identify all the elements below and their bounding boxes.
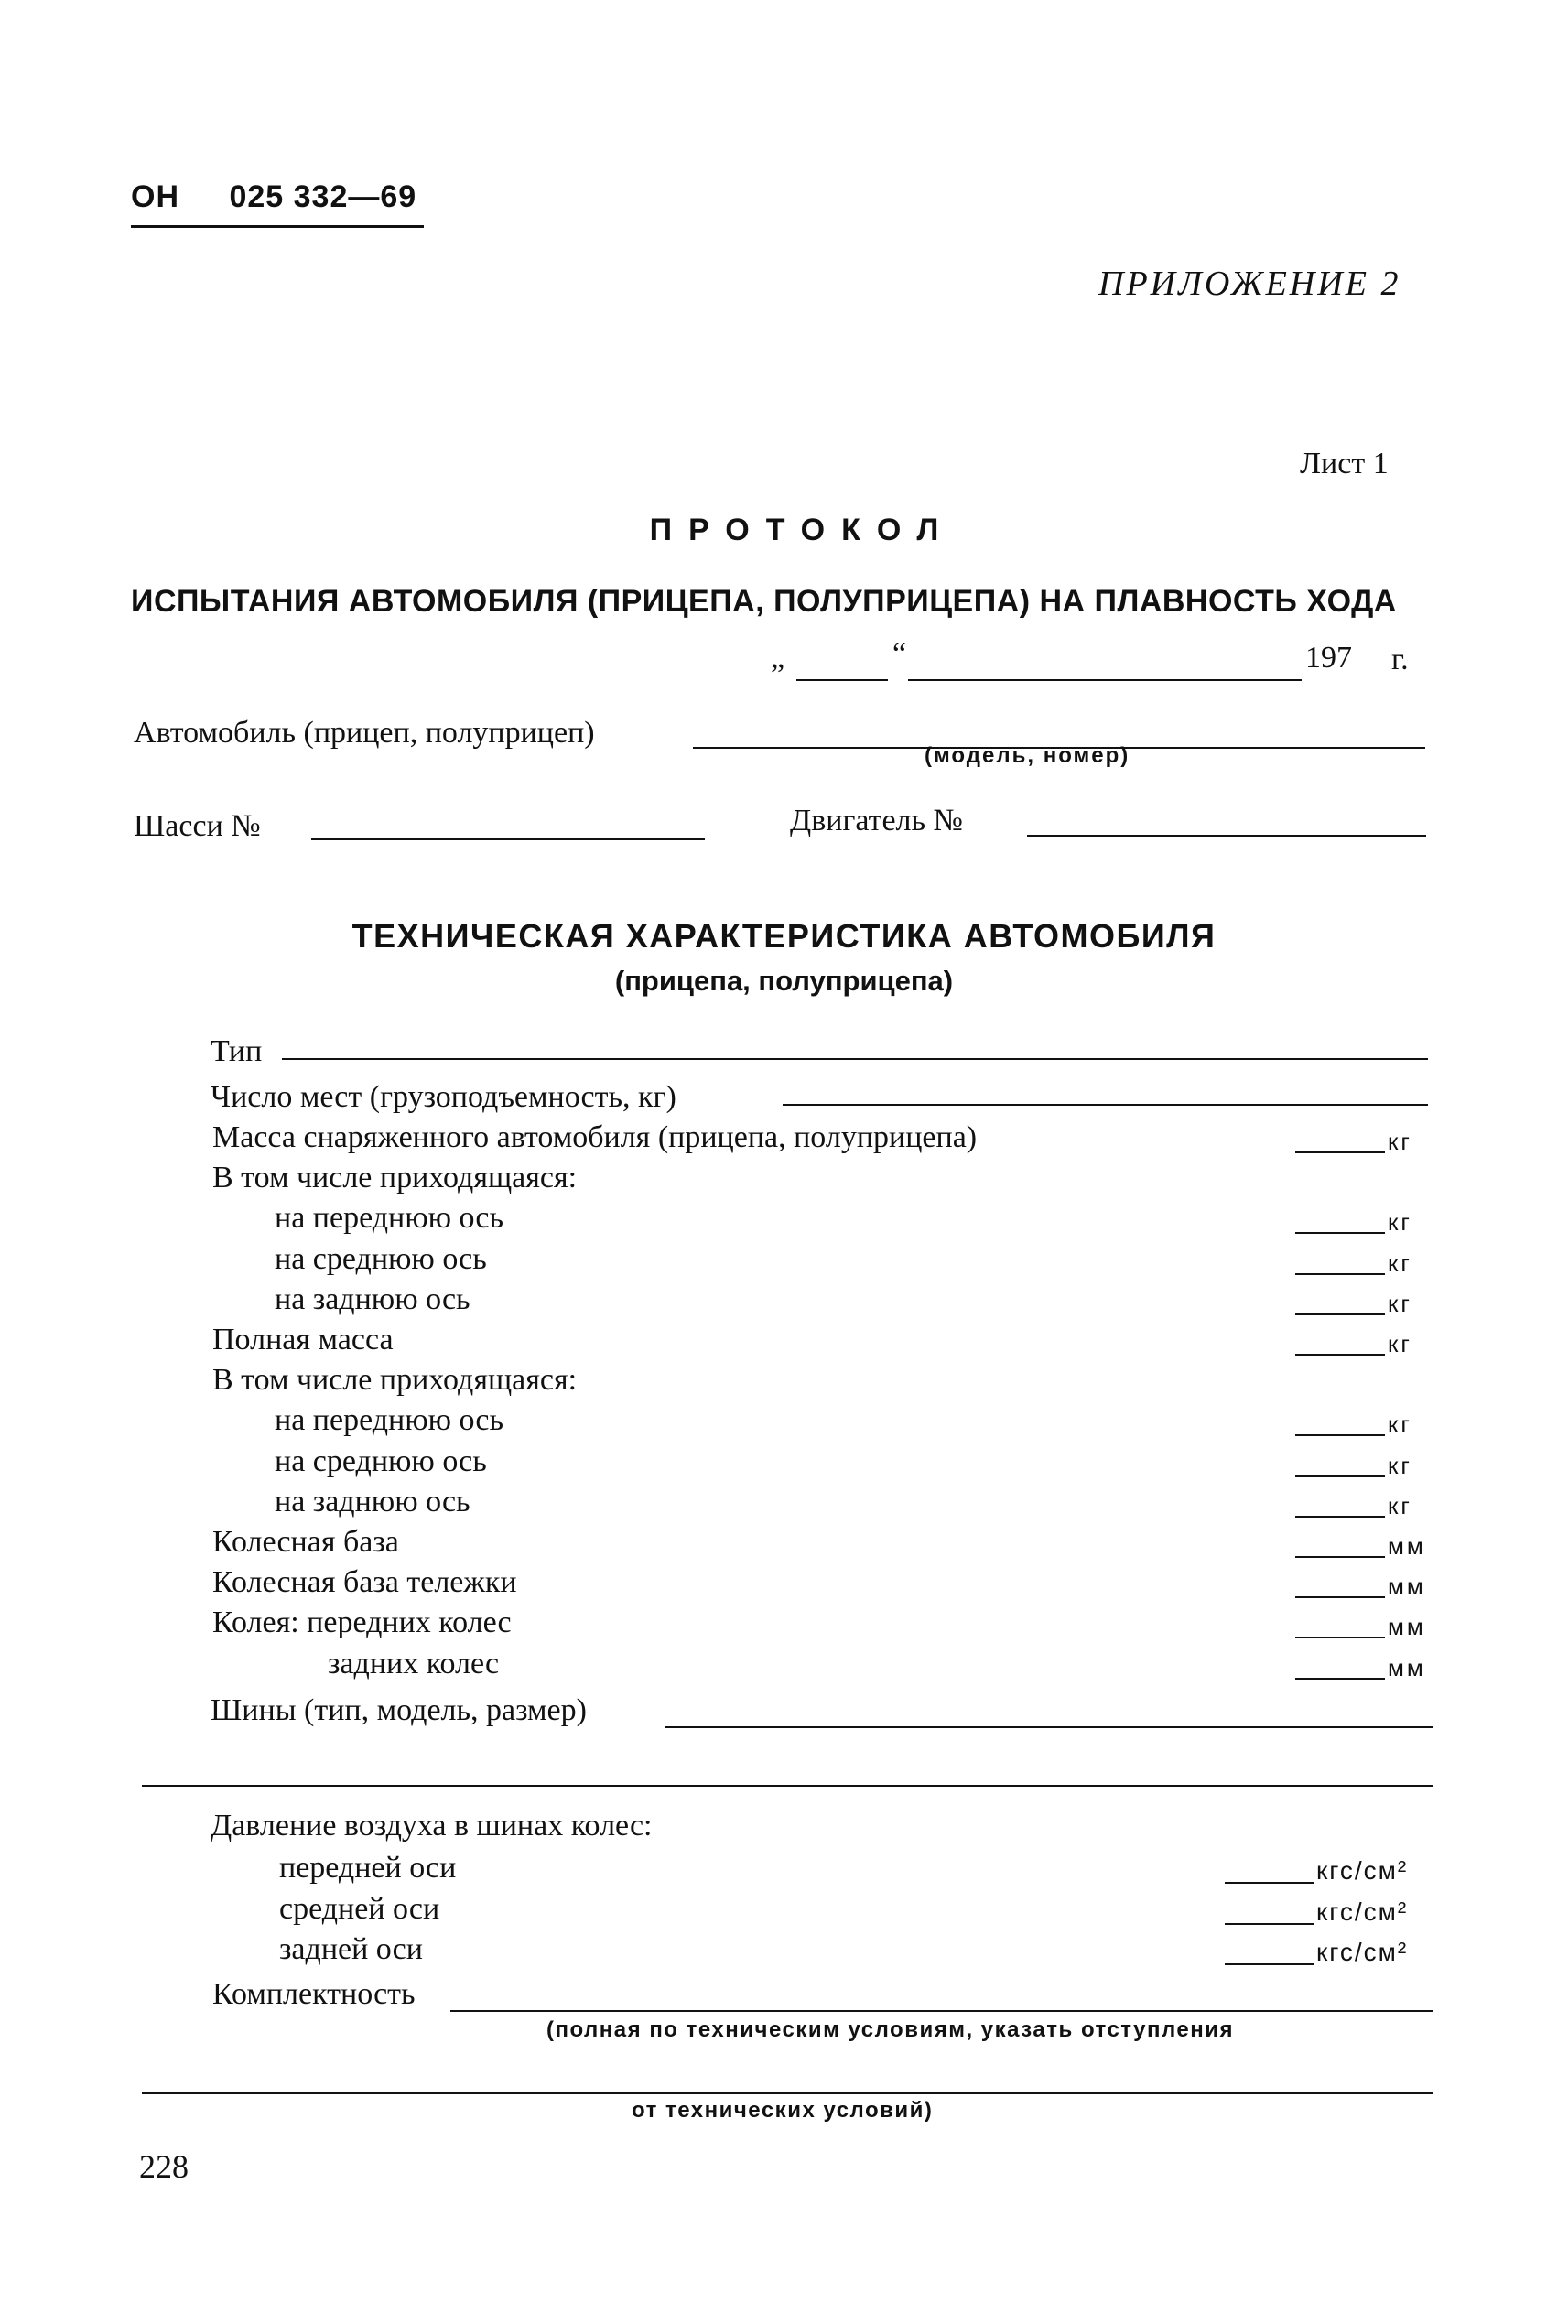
pressure-row-value-field[interactable] (1225, 1963, 1314, 1965)
spec-row-value-field[interactable] (1295, 1151, 1385, 1153)
pressure-row-label: передней оси (279, 1851, 457, 1885)
document-subtitle: ИСПЫТАНИЯ АВТОМОБИЛЯ (ПРИЦЕПА, ПОЛУПРИЦЕПА) НА ПЛАВНОСТЬ ХОДА (131, 584, 1397, 619)
completeness-caption-2: от технических условий) (632, 2098, 934, 2123)
completeness-label: Комплектность (212, 1977, 416, 2011)
date-quote-open: „ (771, 641, 785, 675)
spec-row-unit: кг (1388, 1411, 1412, 1438)
pressure-row-unit: кгс/см² (1316, 1938, 1409, 1966)
spec-row-label: на заднюю ось (275, 1485, 470, 1519)
engine-label: Двигатель № (790, 804, 963, 838)
spec-row-label: В том числе приходящаяся: (212, 1161, 578, 1194)
spec-row-unit: кг (1388, 1249, 1412, 1277)
tires-label: Шины (тип, модель, размер) (211, 1693, 587, 1727)
spec-row-value-field[interactable] (1295, 1596, 1385, 1598)
spec-row-label: В том числе приходящаяся: (212, 1363, 578, 1397)
day-field[interactable] (796, 679, 888, 681)
code-prefix: ОН (131, 179, 179, 214)
type-field[interactable] (282, 1058, 1428, 1060)
spec-row-unit: кг (1388, 1128, 1412, 1155)
code-underline (131, 225, 424, 228)
completeness-field-continuation[interactable] (142, 2092, 1433, 2094)
date-line (760, 637, 1428, 686)
pressure-row-label: задней оси (279, 1932, 423, 1966)
pressure-row-unit: кгс/см² (1316, 1897, 1409, 1926)
spec-row-label: на среднюю ось (275, 1444, 487, 1478)
capacity-field[interactable] (783, 1104, 1428, 1106)
spec-row-value-field[interactable] (1295, 1637, 1385, 1638)
completeness-caption: (полная по техническим условиям, указать отступления (546, 2017, 1235, 2042)
sheet-label: Лист 1 (1300, 447, 1389, 481)
spec-row-unit: мм (1388, 1573, 1426, 1600)
type-label: Тип (211, 1034, 263, 1068)
spec-row-label: Колея: передних колес (212, 1605, 512, 1639)
specs-heading: ТЕХНИЧЕСКАЯ ХАРАКТЕРИСТИКА АВТОМОБИЛЯ (351, 917, 1217, 955)
spec-row-value-field[interactable] (1295, 1475, 1385, 1477)
spec-row-label: на среднюю ось (275, 1242, 487, 1276)
spec-row-unit: кг (1388, 1452, 1412, 1479)
spec-row-unit: мм (1388, 1654, 1426, 1681)
spec-row-unit: кг (1388, 1290, 1412, 1317)
spec-row-label: Колесная база (212, 1525, 399, 1559)
spec-row-value-field[interactable] (1295, 1434, 1385, 1436)
spec-row-value-field[interactable] (1295, 1232, 1385, 1234)
spec-row-unit: кг (1388, 1208, 1412, 1236)
document-code (131, 179, 416, 215)
spec-row-unit: мм (1388, 1532, 1426, 1560)
spec-row-unit: кг (1388, 1492, 1412, 1519)
date-quote-close: “ (892, 637, 907, 671)
spec-row-label: на заднюю ось (275, 1282, 470, 1316)
spec-row-label: Колесная база тележки (212, 1565, 517, 1599)
spec-row-label: на переднюю ось (275, 1201, 503, 1235)
pressure-row-label: средней оси (279, 1892, 440, 1926)
spec-row-value-field[interactable] (1295, 1516, 1385, 1518)
vehicle-label: Автомобиль (прицеп, полуприцеп) (134, 716, 595, 750)
spec-row-value-field[interactable] (1295, 1354, 1385, 1356)
spec-row-value-field[interactable] (1295, 1313, 1385, 1315)
spec-row-value-field[interactable] (1295, 1556, 1385, 1558)
month-field[interactable] (908, 679, 1302, 681)
specs-subheading: (прицепа, полуприцепа) (614, 965, 954, 997)
spec-row-label: Масса снаряженного автомобиля (прицепа, полуприцепа) (212, 1120, 978, 1154)
code-number: 025 332—69 (229, 179, 417, 214)
chassis-label: Шасси № (134, 809, 261, 843)
tires-field[interactable] (665, 1726, 1433, 1728)
capacity-label: Число мест (грузоподъемность, кг) (211, 1080, 676, 1114)
year-prefix: 197 (1305, 641, 1352, 675)
chassis-field[interactable] (311, 838, 705, 840)
spec-row-label: задних колес (328, 1647, 500, 1681)
pressure-row-value-field[interactable] (1225, 1882, 1314, 1884)
spec-row-unit: мм (1388, 1613, 1426, 1640)
engine-field[interactable] (1027, 835, 1426, 837)
pressure-heading: Давление воздуха в шинах колес: (211, 1809, 653, 1843)
pressure-row-value-field[interactable] (1225, 1923, 1314, 1925)
pressure-row-unit: кгс/см² (1316, 1856, 1409, 1885)
spec-row-unit: кг (1388, 1330, 1412, 1357)
spec-row-value-field[interactable] (1295, 1678, 1385, 1680)
page-number: 228 (139, 2148, 189, 2185)
appendix-label: ПРИЛОЖЕНИЕ 2 (1098, 265, 1401, 303)
completeness-field[interactable] (450, 2010, 1433, 2012)
tires-field-continuation[interactable] (142, 1785, 1433, 1787)
spec-row-value-field[interactable] (1295, 1273, 1385, 1275)
spec-row-label: на переднюю ось (275, 1403, 503, 1437)
spec-row-label: Полная масса (212, 1323, 394, 1357)
year-suffix: г. (1391, 643, 1409, 676)
document-title: ПРОТОКОЛ (649, 513, 956, 547)
vehicle-caption: (модель, номер) (925, 743, 1130, 768)
